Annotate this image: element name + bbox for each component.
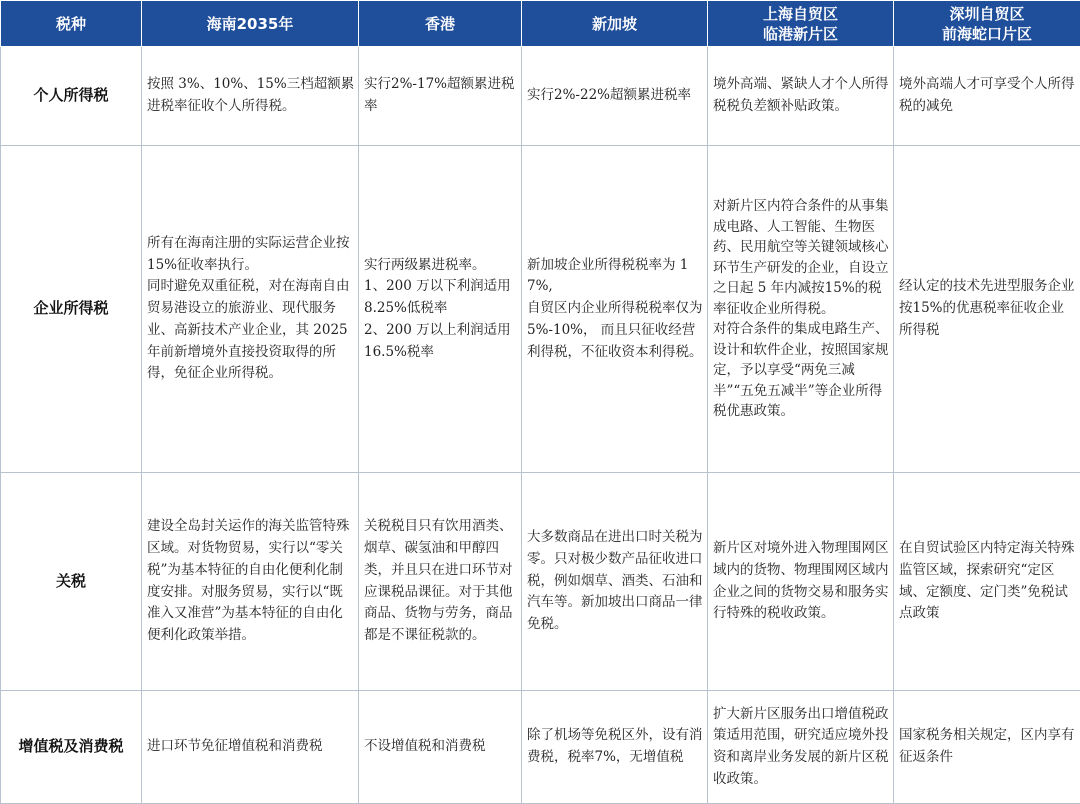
header-row xyxy=(1,1,1080,47)
cell-shenzhen: 境外高端人才可享受个人所得税的减免 xyxy=(894,47,1080,146)
cell-hongkong: 实行2%-17%超额累进税率 xyxy=(359,47,522,146)
cell-shanghai: 扩大新片区服务出口增值税政策适用范围，研究适应境外投资和离岸业务发展的新片区税收政策。 xyxy=(708,691,894,804)
cell-singapore: 新加坡企业所得税税率为 17%, 自贸区内企业所得税税率仅为5%-10%， 而且只征收经营利得税，不征收资本利得税。 xyxy=(522,146,708,473)
header-hongkong: 香港 xyxy=(359,1,522,47)
header-tax-type: 税种 xyxy=(1,1,142,47)
row-label: 企业所得税 xyxy=(1,146,142,473)
row-label: 个人所得税 xyxy=(1,47,142,146)
row-label: 增值税及消费税 xyxy=(1,691,142,804)
cell-shenzhen: 在自贸试验区内特定海关特殊监管区域，探索研究“定区域、定额度、定门类”免税试点政策 xyxy=(894,473,1080,691)
table-row-vat-consumption-tax xyxy=(1,691,1080,804)
header-hainan: 海南2035年 xyxy=(142,1,359,47)
cell-shenzhen: 经认定的技术先进型服务企业按15%的优惠税率征收企业所得税 xyxy=(894,146,1080,473)
header-singapore: 新加坡 xyxy=(522,1,708,47)
cell-shanghai: 对新片区内符合条件的从事集成电路、人工智能、生物医药、民用航空等关键领域核心环节生产研发的企业，自设立之日起 5 年内减按15%的税率征收企业所得税。 对符合条件的集成电路生产、设计和软件企业，按照国家规定，予以享受“两免三减半”“五免五减半”等企业所得税优惠政策。 xyxy=(708,146,894,473)
row-label: 关税 xyxy=(1,473,142,691)
cell-singapore: 大多数商品在进出口时关税为零。只对极少数产品征收进口税，例如烟草、酒类、石油和汽车等。新加坡出口商品一律免税。 xyxy=(522,473,708,691)
table-row-customs-duty xyxy=(1,473,1080,691)
header-shenzhen: 深圳自贸区 前海蛇口片区 xyxy=(894,1,1080,47)
cell-singapore: 除了机场等免税区外，设有消费税，税率7%，无增值税 xyxy=(522,691,708,804)
cell-hongkong: 不设增值税和消费税 xyxy=(359,691,522,804)
cell-shanghai: 新片区对境外进入物理围网区域内的货物、物理围网区域内企业之间的货物交易和服务实行特殊的税收政策。 xyxy=(708,473,894,691)
cell-hongkong: 实行两级累进税率。 1、200 万以下利润适用8.25%低税率 2、200 万以上利润适用16.5%税率 xyxy=(359,146,522,473)
table-row-corporate-income-tax xyxy=(1,146,1080,473)
table-row-individual-income-tax xyxy=(1,47,1080,146)
cell-hainan: 按照 3%、10%、15%三档超额累进税率征收个人所得税。 xyxy=(142,47,359,146)
header-shanghai: 上海自贸区 临港新片区 xyxy=(708,1,894,47)
cell-shenzhen: 国家税务相关规定，区内享有征返条件 xyxy=(894,691,1080,804)
cell-hainan: 所有在海南注册的实际运营企业按15%征收率执行。 同时避免双重征税，对在海南自由贸易港设立的旅游业、现代服务业、高新技术产业企业，其 2025 年前新增境外直接投资取得的所得，免征企业所得税。 xyxy=(142,146,359,473)
cell-hainan: 建设全岛封关运作的海关监管特殊区域。对货物贸易，实行以“零关税”为基本特征的自由化便利化制度安排。对服务贸易，实行以“既准入又准营”为基本特征的自由化便利化政策举措。 xyxy=(142,473,359,691)
cell-singapore: 实行2%-22%超额累进税率 xyxy=(522,47,708,146)
cell-shanghai: 境外高端、紧缺人才个人所得税税负差额补贴政策。 xyxy=(708,47,894,146)
cell-hongkong: 关税税目只有饮用酒类、烟草、碳氢油和甲醇四类，并且只在进口环节对应课税品课征。对于其他商品、货物与劳务，商品都是不课征税款的。 xyxy=(359,473,522,691)
cell-hainan: 进口环节免征增值税和消费税 xyxy=(142,691,359,804)
